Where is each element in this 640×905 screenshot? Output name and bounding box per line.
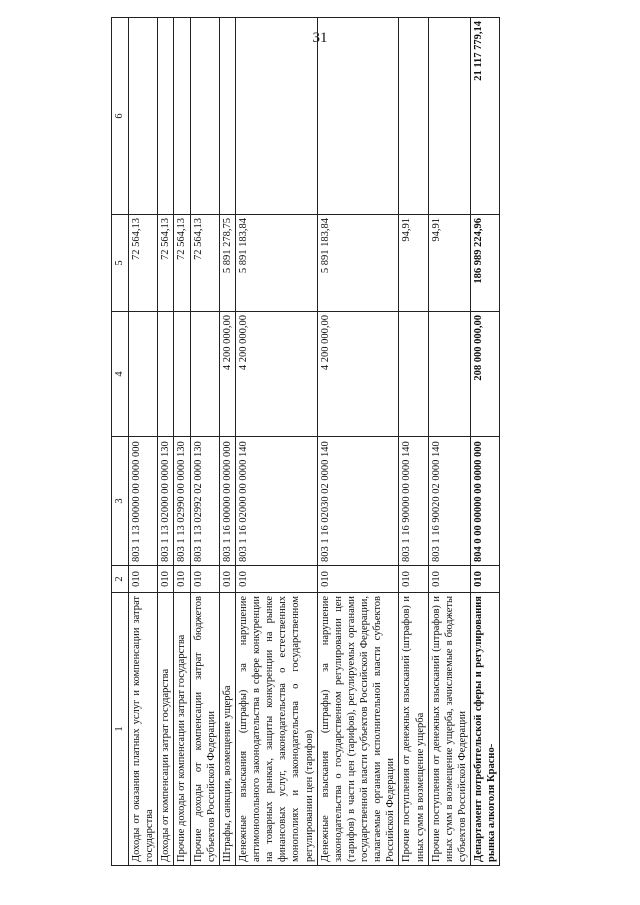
row-rest [190,18,219,215]
row-code: 010 [219,566,235,593]
budget-income-table [111,17,500,866]
row-kbk: 803 1 13 02000 00 0000 130 [158,437,174,566]
row-rest [219,18,235,215]
row-name: Департамент потребительской сферы и регулирования рынка алкоголя Красно- [471,593,500,866]
row-name: Денежные взыскания (штрафы) за нарушение законодательства о государственном регулировании цен (тарифов) в части цен (тарифов), регулируемых органами государственной власти субъектов Российской Федерации, налагаемые органами исполнительной власти субъектов Российской Федерации [317,593,399,866]
row-code: 010 [158,566,174,593]
row-code: 010 [174,566,190,593]
row-kbk: 804 0 00 00000 00 0000 000 [471,437,500,566]
header-cell: 3 [112,437,129,566]
table-row [158,18,174,866]
row-plan [399,312,428,437]
table-row [174,18,190,866]
row-code: 010 [428,566,470,593]
header-cell: 1 [112,593,129,866]
row-name: Прочие доходы от компенсации затрат государства [174,593,190,866]
row-kbk: 803 1 13 02992 02 0000 130 [190,437,219,566]
table-row [129,18,158,866]
table-header-row [112,18,129,866]
row-plan: 4 200 000,00 [219,312,235,437]
row-plan [190,312,219,437]
row-kbk: 803 1 16 90000 00 0000 140 [399,437,428,566]
row-code: 010 [129,566,158,593]
row-rest [235,18,317,215]
table-row [235,18,317,866]
row-rest [174,18,190,215]
row-exec: 72 564,13 [129,215,158,312]
header-cell: 6 [112,18,129,215]
table-row [317,18,399,866]
row-kbk: 803 1 13 00000 00 0000 000 [129,437,158,566]
row-rest: 21 117 779,14 [471,18,500,215]
header-cell: 2 [112,566,129,593]
row-exec: 94,91 [428,215,470,312]
table-row [428,18,470,866]
row-code: 010 [235,566,317,593]
row-exec: 5 891 183,84 [235,215,317,312]
row-code: 010 [317,566,399,593]
row-name: Доходы от оказания платных услуг и компенсации затрат государства [129,593,158,866]
row-kbk: 803 1 16 02030 02 0000 140 [317,437,399,566]
row-kbk: 803 1 16 00000 00 0000 000 [219,437,235,566]
row-rest [399,18,428,215]
row-plan: 4 200 000,00 [317,312,399,437]
rotated-table-container [111,21,591,866]
row-exec: 186 989 224,96 [471,215,500,312]
table-row [399,18,428,866]
header-cell: 5 [112,215,129,312]
table-row [219,18,235,866]
row-plan [129,312,158,437]
row-name: Прочие доходы от компенсации затрат бюджетов субъектов Российской Федерации [190,593,219,866]
row-name: Денежные взыскания (штрафы) за нарушение антимонопольного законодательства в сфере конкуренции на товарных рынках, защиты конкуренции на рынке финансовых услуг, законодательства о естественных монополиях и законодательства о государственном регулировании цен (тарифов) [235,593,317,866]
row-name: Прочие поступления от денежных взысканий (штрафов) и иных сумм в возмещение ущерба, зачисляемые в бюджеты субъектов Российской Федерации [428,593,470,866]
row-exec: 72 564,13 [158,215,174,312]
row-plan [428,312,470,437]
row-code: 010 [399,566,428,593]
row-name: Доходы от компенсации затрат государства [158,593,174,866]
row-exec: 5 891 183,84 [317,215,399,312]
row-exec: 5 891 278,75 [219,215,235,312]
row-name: Штрафы, санкции, возмещение ущерба [219,593,235,866]
row-code: 010 [471,566,500,593]
row-exec: 72 564,13 [190,215,219,312]
row-plan [158,312,174,437]
row-rest [129,18,158,215]
row-rest [317,18,399,215]
row-rest [158,18,174,215]
row-rest [428,18,470,215]
row-plan: 4 200 000,00 [235,312,317,437]
row-kbk: 803 1 13 02990 00 0000 130 [174,437,190,566]
table-row [190,18,219,866]
row-plan: 208 000 000,00 [471,312,500,437]
row-exec: 72 564,13 [174,215,190,312]
row-code: 010 [190,566,219,593]
row-kbk: 803 1 16 02000 00 0000 140 [235,437,317,566]
row-kbk: 803 1 16 90020 02 0000 140 [428,437,470,566]
header-cell: 4 [112,312,129,437]
page-number: 31 [312,30,328,46]
row-plan [174,312,190,437]
row-name: Прочие поступления от денежных взысканий (штрафов) и иных сумм в возмещение ущерба [399,593,428,866]
row-exec: 94,91 [399,215,428,312]
department-total-row [471,18,500,866]
